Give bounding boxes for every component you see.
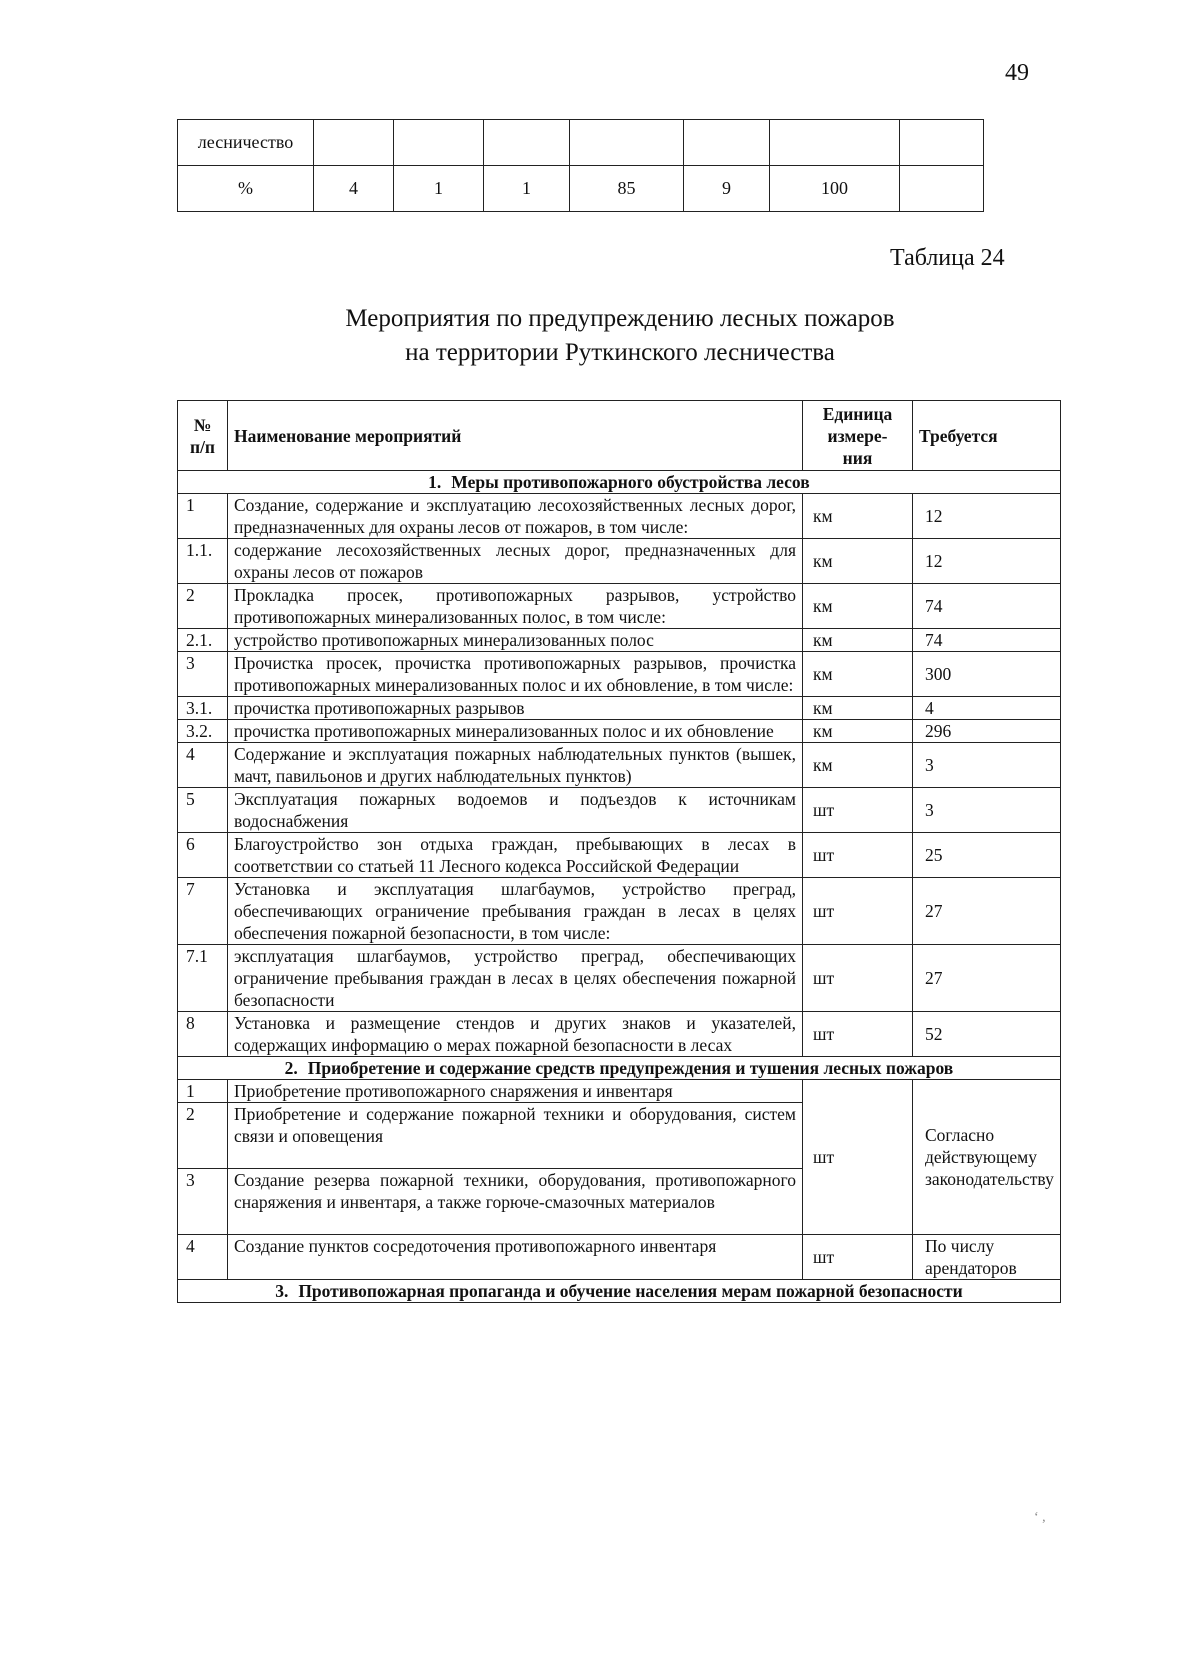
header-unit-line: Единица	[822, 403, 893, 424]
table-row	[178, 494, 1061, 539]
row-name: устройство противопожарных минерализованных полос	[228, 629, 803, 652]
row-unit: км	[803, 629, 913, 652]
row-unit: шт	[803, 1235, 913, 1280]
table-header-row	[178, 401, 1061, 471]
table-row	[178, 1012, 1061, 1057]
row-unit: км	[803, 494, 913, 539]
section-title: Приобретение и содержание средств предупреждения и тушения лесных пожаров	[307, 1058, 954, 1078]
row-unit: шт	[803, 1012, 913, 1057]
row-number: 3	[178, 652, 228, 697]
section-number: 1.	[428, 472, 442, 492]
table-caption: Таблица 24	[890, 245, 1005, 271]
row-required: 296	[913, 720, 1061, 743]
row-required: 300	[913, 652, 1061, 697]
row-name: Приобретение и содержание пожарной техники и оборудования, систем связи и оповещения	[228, 1103, 803, 1169]
table-cell	[570, 120, 684, 166]
section-heading	[178, 471, 1061, 494]
table-row	[178, 120, 984, 166]
row-number: 2	[178, 1103, 228, 1169]
scan-speck: ʻ ,	[1034, 1510, 1046, 1525]
table-cell	[394, 120, 484, 166]
section-title: Противопожарная пропаганда и обучение населения мерам пожарной безопасности	[298, 1281, 963, 1301]
table-cell: 9	[684, 166, 770, 212]
row-number: 2	[178, 584, 228, 629]
section-title: Меры противопожарного обустройства лесов	[451, 472, 810, 492]
row-number: 2.1.	[178, 629, 228, 652]
table-row	[178, 584, 1061, 629]
row-unit: шт	[803, 878, 913, 945]
table-cell	[684, 120, 770, 166]
row-name: Создание пунктов сосредоточения противопожарного инвентаря	[228, 1235, 803, 1280]
table-cell	[770, 120, 900, 166]
row-unit: км	[803, 743, 913, 788]
row-number: 4	[178, 743, 228, 788]
table-cell: 85	[570, 166, 684, 212]
table-row	[178, 1080, 1061, 1103]
section-1-body	[178, 471, 1061, 1057]
row-required: 12	[913, 494, 1061, 539]
row-required: Согласно действующему законодательству	[913, 1080, 1061, 1235]
table-cell	[484, 120, 570, 166]
row-unit: шт	[803, 788, 913, 833]
table-cell: 100	[770, 166, 900, 212]
row-number: 7	[178, 878, 228, 945]
table-row	[178, 788, 1061, 833]
row-unit: шт	[803, 945, 913, 1012]
row-name: прочистка противопожарных разрывов	[228, 697, 803, 720]
row-name: Прочистка просек, прочистка противопожарных разрывов, прочистка противопожарных минерализованных полос и их обновление, в том числе:	[228, 652, 803, 697]
header-num-line: п/п	[189, 436, 216, 457]
header-unit	[803, 401, 913, 471]
table-row	[178, 652, 1061, 697]
table-row	[178, 878, 1061, 945]
table-row	[178, 697, 1061, 720]
row-required: 4	[913, 697, 1061, 720]
table-cell	[314, 120, 394, 166]
header-unit-line: ния	[842, 447, 873, 468]
row-number: 1.1.	[178, 539, 228, 584]
header-num	[178, 401, 228, 471]
section-number: 3.	[275, 1281, 289, 1301]
row-name: прочистка противопожарных минерализованных полос и их обновление	[228, 720, 803, 743]
table-row	[178, 166, 984, 212]
table-cell: 4	[314, 166, 394, 212]
row-number: 6	[178, 833, 228, 878]
row-unit: шт	[803, 833, 913, 878]
table-row	[178, 1235, 1061, 1280]
row-name: эксплуатация шлагбаумов, устройство преград, обеспечивающих ограничение пребывания граждан в лесах в целях обеспечения пожарной безопасности	[228, 945, 803, 1012]
header-name: Наименование мероприятий	[228, 401, 803, 471]
row-number: 7.1	[178, 945, 228, 1012]
table-title-line-1: Мероприятия по предупреждению лесных пожаров	[345, 305, 895, 332]
row-name: Создание резерва пожарной техники, оборудования, противопожарного снаряжения и инвентаря, а также горюче-смазочных материалов	[228, 1169, 803, 1235]
header-unit-line: измере-	[827, 425, 888, 446]
row-number: 5	[178, 788, 228, 833]
table-row	[178, 539, 1061, 584]
table-cell	[900, 120, 984, 166]
row-name: Создание, содержание и эксплуатацию лесохозяйственных лесных дорог, предназначенных для охраны лесов от пожаров, в том числе:	[228, 494, 803, 539]
row-name: Установка и эксплуатация шлагбаумов, устройство преград, обеспечивающих ограничение пребывания граждан в лесах в целях обеспечения пожарной безопасности, в том числе:	[228, 878, 803, 945]
table-row	[178, 743, 1061, 788]
section-number: 2.	[284, 1058, 298, 1078]
row-unit: км	[803, 652, 913, 697]
row-unit: км	[803, 539, 913, 584]
section-heading	[178, 1057, 1061, 1080]
row-required: 52	[913, 1012, 1061, 1057]
row-name: Благоустройство зон отдыха граждан, пребывающих в лесах в соответствии со статьей 11 Лесного кодекса Российской Федерации	[228, 833, 803, 878]
table-cell: 1	[394, 166, 484, 212]
table-row	[178, 945, 1061, 1012]
row-required: 74	[913, 629, 1061, 652]
row-name: Приобретение противопожарного снаряжения и инвентаря	[228, 1080, 803, 1103]
table-title-line-2: на территории Руткинского лесничества	[405, 339, 835, 366]
row-number: 3.2.	[178, 720, 228, 743]
row-required: По числу арендаторов	[913, 1235, 1061, 1280]
row-number: 8	[178, 1012, 228, 1057]
table-row	[178, 629, 1061, 652]
row-name: Установка и размещение стендов и других знаков и указателей, содержащих информацию о мерах пожарной безопасности в лесах	[228, 1012, 803, 1057]
row-name: содержание лесохозяйственных лесных дорог, предназначенных для охраны лесов от пожаров	[228, 539, 803, 584]
continuation-table	[177, 119, 984, 212]
row-required: 25	[913, 833, 1061, 878]
row-required: 74	[913, 584, 1061, 629]
table-row	[178, 833, 1061, 878]
header-required: Требуется	[913, 401, 1061, 471]
row-number: 3	[178, 1169, 228, 1235]
section-heading	[178, 1280, 1061, 1303]
fire-prevention-table	[177, 400, 1061, 1303]
row-unit: км	[803, 584, 913, 629]
table-cell: %	[178, 166, 314, 212]
header-num-line: №	[193, 414, 212, 435]
row-name: Содержание и эксплуатация пожарных наблюдательных пунктов (вышек, мачт, павильонов и других наблюдательных пунктов)	[228, 743, 803, 788]
row-name: Эксплуатация пожарных водоемов и подъездов к источникам водоснабжения	[228, 788, 803, 833]
section-heading-row	[178, 1057, 1061, 1080]
row-number: 3.1.	[178, 697, 228, 720]
section-heading-row	[178, 1280, 1061, 1303]
section-heading-row	[178, 471, 1061, 494]
row-unit: шт	[803, 1080, 913, 1235]
row-number: 1	[178, 1080, 228, 1103]
row-required: 12	[913, 539, 1061, 584]
row-number: 4	[178, 1235, 228, 1280]
row-number: 1	[178, 494, 228, 539]
row-required: 27	[913, 878, 1061, 945]
row-unit: км	[803, 720, 913, 743]
row-name: Прокладка просек, противопожарных разрывов, устройство противопожарных минерализованных полос, в том числе:	[228, 584, 803, 629]
page-number: 49	[1005, 60, 1029, 86]
row-required: 27	[913, 945, 1061, 1012]
row-required: 3	[913, 743, 1061, 788]
row-required: 3	[913, 788, 1061, 833]
table-cell: лесничество	[178, 120, 314, 166]
table-cell: 1	[484, 166, 570, 212]
section-2-body	[178, 1057, 1061, 1303]
table-row	[178, 720, 1061, 743]
table-cell	[900, 166, 984, 212]
row-unit: км	[803, 697, 913, 720]
